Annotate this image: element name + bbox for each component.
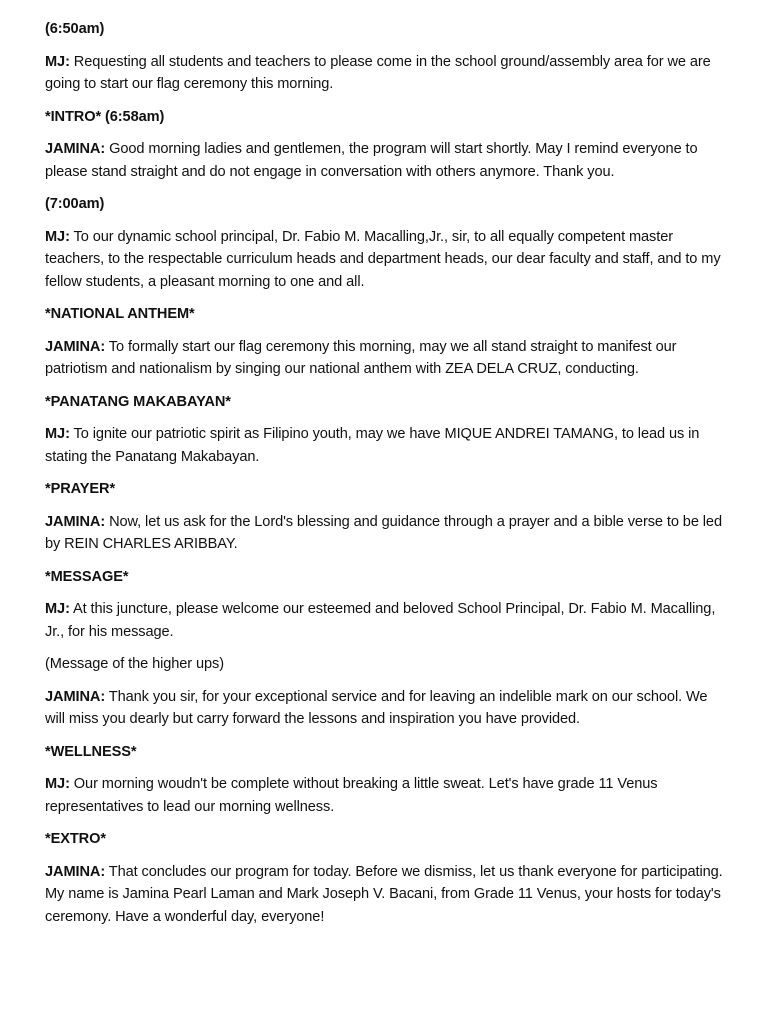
- script-line-mj-greeting: [45, 226, 730, 294]
- section-heading-wellness: *WELLNESS*: [45, 743, 137, 760]
- speaker-label: MJ:: [45, 228, 70, 245]
- script-line-jamina-prayer: [45, 511, 730, 556]
- section-heading-extro: *EXTRO*: [45, 831, 106, 847]
- speaker-label: MJ:: [45, 776, 70, 792]
- script-line-jamina-thanks: [45, 686, 730, 731]
- time-heading-700: (7:00am): [45, 196, 105, 212]
- script-line-jamina-intro: [45, 138, 730, 183]
- line-text: That concludes our program for today. Before we dismiss, let us thank everyone for participating. My name is Jamina Pearl Laman and Mark Joseph V. Bacani, from Grade 11 Venus, your hosts for today's ceremony. Have a wonderful day, everyone!: [45, 863, 723, 925]
- line-text: Good morning ladies and gentlemen, the program will start shortly. May I remind everyone to please stand straight and do not engage in conversation with others anymore. Thank you.: [45, 141, 698, 180]
- time-heading-650: (6:50am): [45, 21, 105, 37]
- script-line-mj-panatang: [45, 423, 730, 468]
- line-text: Our morning woudn't be complete without breaking a little sweat. Let's have grade 11 Venus representatives to lead our morning wellness.: [45, 776, 658, 815]
- speaker-label: MJ:: [45, 53, 70, 70]
- script-line-mj-wellness: [45, 773, 730, 818]
- section-heading-panatang-makabayan: *PANATANG MAKABAYAN*: [45, 393, 231, 410]
- line-text: Now, let us ask for the Lord's blessing and guidance through a prayer and a bible verse to be led by REIN CHARLES ARIBBAY.: [45, 513, 722, 552]
- stage-note: (Message of the higher ups): [45, 656, 225, 672]
- section-heading-national-anthem: *NATIONAL ANTHEM*: [45, 306, 195, 322]
- line-text: To ignite our patriotic spirit as Filipino youth, may we have MIQUE ANDREI TAMANG, to lead us in stating the Panatang Makabayan.: [45, 426, 700, 465]
- speaker-label: JAMINA:: [45, 863, 106, 880]
- script-line-jamina-anthem: [45, 336, 730, 381]
- script-line-jamina-extro: [45, 861, 730, 929]
- speaker-label: MJ:: [45, 426, 70, 442]
- line-text: Thank you sir, for your exceptional service and for leaving an indelible mark on our school. We will miss you dearly but carry forward the lessons and inspiration you have provided.: [45, 688, 708, 727]
- line-text: At this juncture, please welcome our esteemed and beloved School Principal, Dr. Fabio M. Macalling, Jr., for his message.: [45, 601, 716, 640]
- speaker-label: MJ:: [45, 601, 70, 617]
- section-heading-message: *MESSAGE*: [45, 568, 129, 585]
- line-text: To formally start our flag ceremony this morning, may we all stand straight to manifest our patriotism and nationalism by singing our national anthem with ZEA DELA CRUZ, conducting.: [45, 338, 677, 377]
- script-line-mj-message: [45, 598, 730, 643]
- speaker-label: JAMINA:: [45, 338, 106, 355]
- section-heading-prayer: *PRAYER*: [45, 481, 116, 497]
- script-line-mj-assembly: [45, 51, 730, 96]
- line-text: Requesting all students and teachers to please come in the school ground/assembly area for we are going to start our flag ceremony this morning.: [45, 53, 711, 92]
- section-heading-intro: *INTRO* (6:58am): [45, 108, 165, 125]
- speaker-label: JAMINA:: [45, 513, 106, 530]
- line-text: To our dynamic school principal, Dr. Fabio M. Macalling,Jr., sir, to all equally competent master teachers, to the respectable curriculum heads and department heads, our dear faculty and staff, and to my fellow students, a pleasant morning to one and all.: [45, 228, 721, 290]
- speaker-label: JAMINA:: [45, 141, 106, 157]
- document-body: [45, 18, 730, 938]
- speaker-label: JAMINA:: [45, 688, 106, 705]
